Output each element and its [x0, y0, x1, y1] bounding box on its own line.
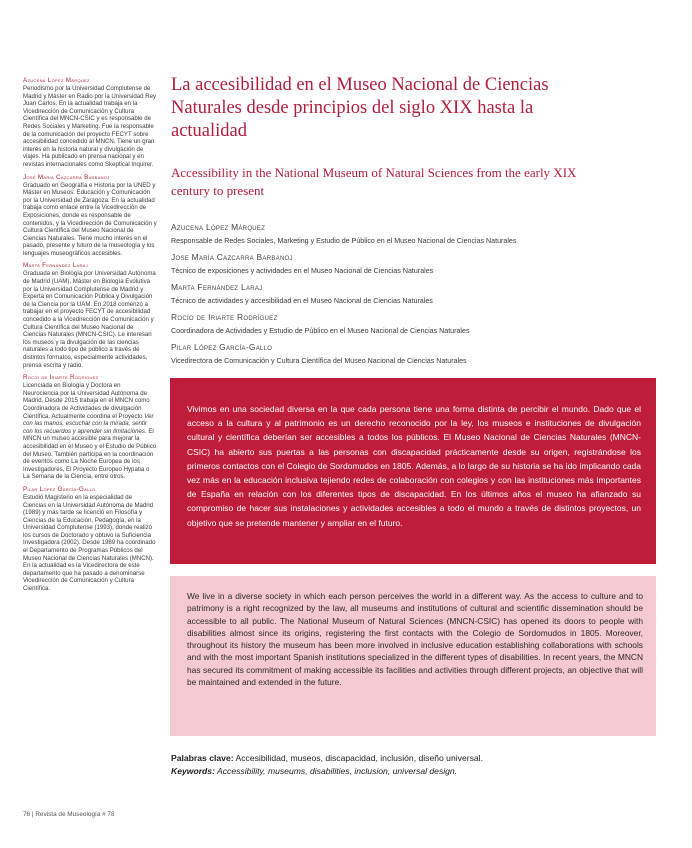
author-entry	[171, 311, 651, 341]
author-name: Marta Fernández Laraj	[171, 282, 263, 292]
author-role: Coordinadora de Actividades y Estudio de Público en el Museo Nacional de Ciencias Naturales	[171, 327, 470, 335]
bio-text-part: Licenciada en Biología y Doctora en Neurociencia por la Universidad Autónoma de Madrid. Desde 2015 trabaja en el MNCN como Coordinadora de Actividades de divulgación Científica. Actualmente coordina el Proyecto	[23, 382, 150, 420]
author-name: Rocío de Iriarte Rodríguez	[171, 312, 278, 322]
author-entry	[171, 251, 651, 281]
keywords-en-label: Keywords:	[171, 765, 215, 776]
bio-text: Graduada en Biología por Universidad Autónoma de Madrid (UAM), Máster en Biología Evolutiva por la Universidad Complutense de Madrid y Experta en Comunicación Pública y Divulgación de la Ciencia por la UAM. En 2018 comenzó a trabajar en el proyecto FECYT de accesibilidad concedido a la Vicedirección de Comunicación y Cultura Científica del Museo Nacional de Ciencias Naturales (MNCN-CSIC). Le interesan los museos y la divulgación de las ciencias naturales a todo tipo de público a través de distintos formatos, especialmente actividades, prensa escrita y radio.	[23, 270, 156, 369]
keywords-es-label: Palabras clave:	[171, 753, 234, 763]
author-bio	[23, 77, 157, 169]
abstract-english: We live in a diverse society in which each person perceives the world in a different way. As the access to culture and to patrimony is a right recognized by the law, all museums and institutions of cultural and scientific dissemination should be accessible to all public. The National Museum of Natural Sciences (MNCN-CSIC) has opened its doors to people with disabilities almost since its origins, registering the first contacts with the Colegio de Sordomudos in 1805. Moreover, throughout its history the museum has been more involved in inclusive education establishing collaborations with schools and with the most important Spanish institutions specialized in the different types of disabilities. In recent years, the MNCN has secured its commitment of making accessible its facilities and activities through different projects, an objective that will be maintained and extended in the future.	[187, 591, 643, 688]
bio-text: Estudió Magisterio en la especialidad de Ciencias en la Universidad Autónoma de Madrid (1989) y más tarde se licenció en Filosofía y Ciencias de la Educación, Pedagogía, en la Universidad Complutense (1993), donde realizó los cursos de Doctorado y obtuvo la Suficiencia Investigadora (2002). Desde 1989 ha coordinado el Departamento de Programas Públicos del Museo Nacional de Ciencias Naturales (MNCN). En la actualidad es la Vicedirectora de este departamento que ha pasado a denominarse Vicedirección de Comunicación y Cultura Científica.	[23, 493, 156, 593]
abstract-spanish-box	[170, 378, 656, 564]
author-entry	[171, 281, 651, 311]
author-bios-sidebar	[23, 77, 157, 598]
abstract-english-box	[170, 576, 656, 736]
keywords-english	[171, 765, 657, 778]
bio-text	[23, 382, 157, 481]
author-bio	[23, 374, 157, 481]
keywords-spanish	[171, 752, 657, 765]
author-name: Azucena López Márquez	[171, 222, 266, 232]
author-role: Responsable de Redes Sociales, Marketing y Estudio de Público en el Museo Nacional de Ciencias Naturales	[171, 237, 517, 245]
bio-text-part: . El MNCN un museo accesible para mejorar la accesibilidad en el Museo y el Estudio de Público del Museo. También participa en la coordinación de eventos como La Noche Europea de los Investigadores, El Proyecto Europeo Hypatia o La Semana de la Ciencia, entre otros.	[23, 427, 157, 481]
project-title: Ver con las manos, escuchar con la mirada, sentir con los recuerdos y aprender sin limitaciones	[23, 412, 154, 435]
author-role: Técnico de exposiciones y actividades en el Museo Nacional de Ciencias Naturales	[171, 267, 434, 275]
article-title: La accesibilidad en el Museo Nacional de Ciencias Naturales desde principios del siglo XIX hasta la actualidad	[171, 75, 549, 141]
author-name: Pilar López García-Gallo	[171, 342, 273, 352]
abstract-spanish: Vivimos en una sociedad diversa en la que cada persona tiene una forma distinta de percibir el mundo. Dado que el acceso a la cultura y al patrimonio es un derecho reconocido por la ley, los museos e instituciones de divulgación cultural y científica deberían ser accesibles a todos los públicos. El Museo Nacional de Ciencias Naturales (MNCN-CSIC) ha abierto sus puertas a las personas con discapacidad prácticamente desde su origen, registrándose los primeros contactos con el Colegio de Sordomudos en 1805. Además, a lo largo de su historia se ha ido implicando cada vez más en la educación inclusiva tejiendo redes de colaboración con colegios y con las instituciones más importantes de España en relación con los diferentes tipos de discapacidad. En los últimos años el museo ha afianzado su compromiso de hacer sus instalaciones y actividades accesibles a todo el mundo a través de distintos proyectos, un objetivo que se pretende mantener y ampliar en el futuro.	[187, 404, 641, 528]
author-list	[171, 221, 651, 371]
author-bio	[23, 174, 157, 258]
author-role: Vicedirectora de Comunicación y Cultura Científica del Museo Nacional de Ciencias Naturales	[171, 357, 467, 365]
bio-name: José María Cazcarra Barbanoj	[23, 173, 110, 181]
article-subtitle: Accessibility in the National Museum of Natural Sciences from the early XIX century to present	[171, 165, 577, 198]
author-bio	[23, 262, 157, 369]
bio-text: Graduado en Geografía e Historia por la UNED y Máster en Museos: Educación y Comunicación por la Universidad de Zaragoza. En la actualidad trabaja como enlace entre la Vicedirección de Exposiciones, donde es responsable de contenidos, y la Vicedirección de Comunicación y Cultura Científica del Museo Nacional de Ciencias Naturales. Tiene mucho interés en el pasado, presente y futuro de la museología y los lenguajes museográficos accesibles.	[23, 181, 157, 257]
bio-name: Pilar López García-Gallo	[23, 485, 96, 493]
author-name: Jose María Cazcarra Barbanoj	[171, 252, 293, 262]
keywords-en-text: Accessibility, museums, disabilities, inclusion, universal design.	[217, 765, 458, 776]
author-role: Técnico de actividades y accesibilidad en el Museo Nacional de Ciencias Naturales	[171, 297, 433, 305]
bio-name: Rocío de Iriarte Rodríguez	[23, 374, 99, 382]
keywords-es-text: Accesibilidad, museos, discapacidad, inclusión, diseño universal.	[235, 753, 483, 763]
page-footer: 76 | Revista de Museología # 78	[23, 811, 115, 818]
author-entry	[171, 221, 651, 251]
bio-text: Periodismo por la Universidad Complutense de Madrid y Máster en Radio por la Universidad Rey Juan Carlos. En la actualidad trabaja en la Vicedirección de Comunicación y Cultura Científica del MNCN-CSIC y es responsable de Redes Sociales y Marketing. Fue la responsable de la comunicación del proyecto FECYT sobre accesibilidad concedido al MNCN. Tiene un gran interés en la historia natural y divulgación de viajes. Ha publicado en prensa nacional y en revistas internacionales como Skeptical Inquirer.	[23, 85, 157, 168]
keywords-block	[171, 752, 657, 777]
author-bio	[23, 486, 157, 593]
bio-name: Marta Fernández Laraj	[23, 262, 88, 270]
bio-name: Azucena López Márquez	[23, 77, 90, 84]
author-entry	[171, 341, 651, 371]
